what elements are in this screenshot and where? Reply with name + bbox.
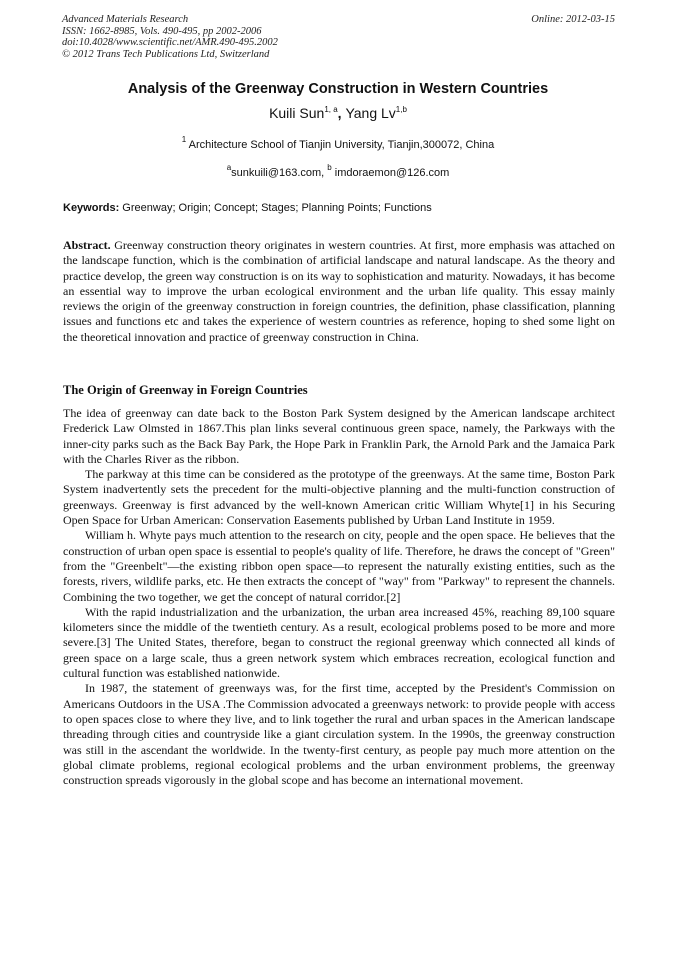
email-b-marker: b bbox=[327, 163, 332, 172]
paragraph: The parkway at this time can be considered as the prototype of the greenways. At the same time, Boston Park System inadvertently sets the precedent for the multi-objective planning and the multi-function construction of greenways. Greenway is first advanced by the well-known American critic William Whyte[1] in his Securing Open Space for Urban American: Conservation Easements published by Urban Land Institute in 1959. bbox=[63, 467, 615, 528]
affiliation-text: Architecture School of Tianjin University, Tianjin,300072, China bbox=[186, 139, 495, 151]
abstract-text: Greenway construction theory originates in western countries. At first, more emphasis was attached on the landscape function, which is the combination of artificial landscape and natural landscape. As the theory and practice develop, the green way construction is on its way to sophistication and maturity. Nowadays, it has become an essential way to improve the urban ecological environment and the urban life quality. This essay mainly reviews the origin of the greenway construction in foreign countries, the definition, phase classification, planning issues and functions etc and takes the experience of western countries as reference, hoping to shed some light on the theoretical innovation and practice of greenway construction in China. bbox=[63, 238, 615, 344]
author-separator: , bbox=[337, 105, 346, 121]
email-line bbox=[62, 163, 614, 180]
author-1: Kuili Sun bbox=[269, 105, 325, 121]
paragraph: With the rapid industrialization and the urbanization, the urban area increased 45%, reaching 89,100 square kilometers since the middle of the twentieth century. As a result, ecological problems posed to be more and more severe.[3] The United States, therefore, began to construct the regional greenway which connected all kinds of green space on a large scale, thus a green network system which embraces recreation, ecological function and cultural function was established nationwide. bbox=[63, 604, 615, 681]
author-2: Yang Lv bbox=[345, 105, 396, 121]
section-heading: The Origin of Greenway in Foreign Countries bbox=[63, 383, 308, 397]
online-date: Online: 2012-03-15 bbox=[531, 14, 615, 25]
author-2-affiliation: 1,b bbox=[395, 105, 407, 114]
copyright-line: © 2012 Trans Tech Publications Ltd, Switzerland bbox=[62, 48, 270, 60]
keywords bbox=[63, 201, 615, 215]
abstract-label: Abstract. bbox=[63, 238, 111, 252]
paper-title: Analysis of the Greenway Construction in Western Countries bbox=[127, 81, 549, 97]
affiliation bbox=[62, 135, 614, 152]
paragraph: In 1987, the statement of greenways was, for the first time, accepted by the President's Commission on Americans Outdoors in the USA .The Commission advocated a greenways network: to provide people with access to open spaces close to where they live, and to link together the rural and urban spaces in the American landscape threading through cities and countryside like a giant circulation system. In the 1990s, the greenway construction was still in the ascendant the worldwide. In the twenty-first century, as people pay much more attention on the global climate problems, regional ecological problems and the urban environment problems, the greenway construction spreads vigorously in the global scope and has become an international movement. bbox=[63, 681, 615, 788]
author-line bbox=[62, 104, 614, 122]
issn-line: ISSN: 1662-8985, Vols. 490-495, pp 2002-2006 bbox=[62, 25, 262, 37]
doi-line: doi:10.4028/www.scientific.net/AMR.490-495.2002 bbox=[62, 37, 278, 48]
journal-header bbox=[62, 14, 617, 60]
section-body bbox=[63, 406, 615, 788]
author-1-affiliation: 1, a bbox=[324, 105, 338, 114]
keywords-label: Keywords: bbox=[63, 202, 120, 214]
affiliation-marker: 1 bbox=[181, 135, 187, 144]
paragraph: William h. Whyte pays much attention to the research on city, people and the open space. He believes that the construction of urban open space is essential to people's quality of life. Therefore, he draws the concept of "Green" from the "Greenbelt"—the existing ribbon open space—to represent the naturally existing entities, such as the forests, rivers, wildlife parks, etc. He then extracts the concept of "way" from "Parkway" to represent the channels. Combining the two together, we get the concept of natural corridor.[2] bbox=[63, 528, 615, 604]
keywords-text: Greenway; Origin; Concept; Stages; Planning Points; Functions bbox=[119, 202, 432, 214]
email-b: imdoraemon@126.com bbox=[331, 167, 450, 179]
journal-name: Advanced Materials Research bbox=[62, 14, 189, 25]
email-a-marker: a bbox=[226, 163, 232, 172]
abstract bbox=[63, 238, 615, 345]
email-a: sunkuili@163.com, bbox=[231, 167, 328, 179]
paragraph: The idea of greenway can date back to the Boston Park System designed by the American landscape architect Frederick Law Olmsted in 1867.This plan links several continuous green space, namely, the Parkways with the inner-city parks such as the Back Bay Park, the Hope Park in Franklin Park, the Arnold Park and the Jamaica Park with the Charles River as the ribbon. bbox=[63, 406, 615, 466]
